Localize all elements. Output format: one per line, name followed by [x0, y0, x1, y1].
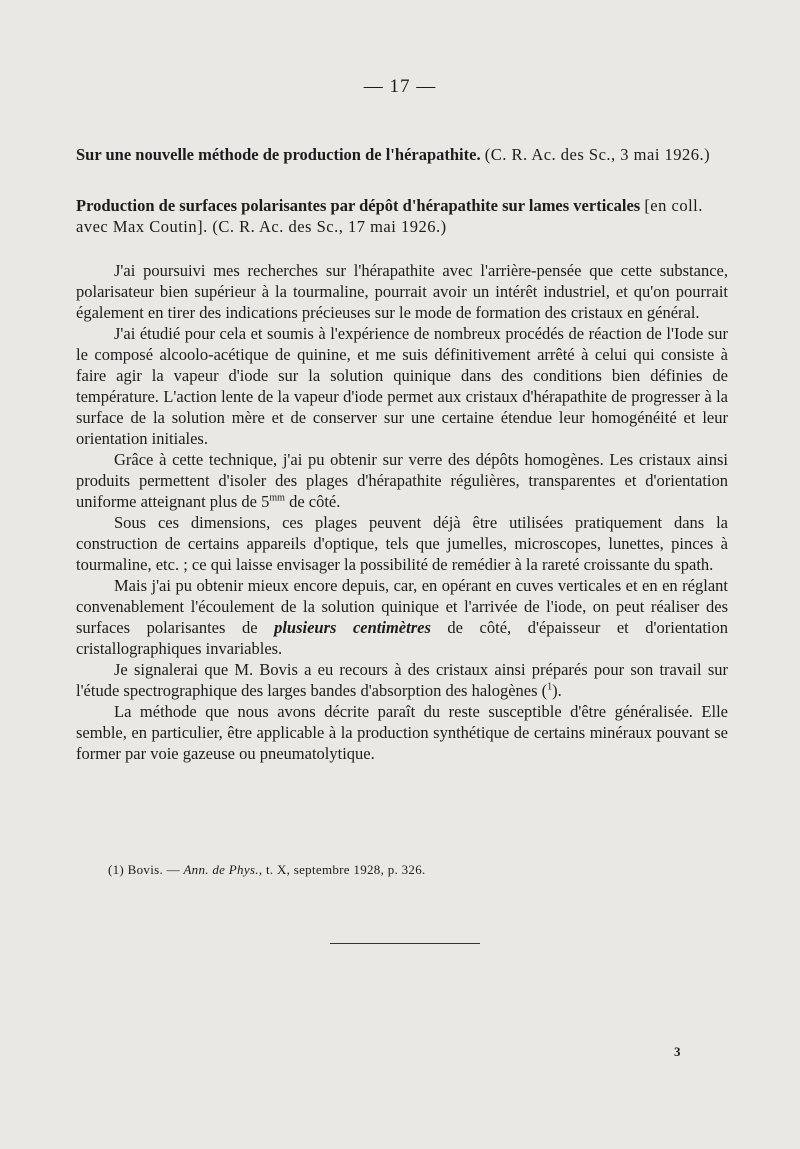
- paragraph: [76, 449, 728, 512]
- entry-title: Production de surfaces polarisantes par dépôt d'hérapathite sur lames verticales: [76, 196, 641, 215]
- paragraph-text: de côté.: [284, 492, 341, 511]
- emphasized-text: plusieurs centimètres: [274, 618, 431, 637]
- paragraph-text: Grâce à cette technique, j'ai pu obtenir sur verre des dépôts homogènes. Les cristaux ainsi produits permettent d'isoler des plages d'hérapathite régulières, transparentes et d'orientation uniforme atteignant plus de 5: [76, 450, 728, 511]
- paragraph-text: de côté, d'épaisseur et d'orientation cristallographiques invariables.: [76, 618, 729, 658]
- footnote: [108, 862, 426, 878]
- paragraph: Sous ces dimensions, ces plages peuvent déjà être utilisées pratiquement dans la construction de certains appareils d'optique, tels que jumelles, microscopes, lunettes, pinces à tourmaline, etc. ; ce qui laisse envisager la possibilité de remédier à la rareté croissante du spath.: [76, 513, 728, 574]
- entry-citation: [en coll. avec Max Coutin]. (C. R. Ac. des Sc., 17 mai 1926.): [76, 196, 703, 236]
- publication-entry: [76, 144, 728, 165]
- signature-mark: 3: [674, 1044, 681, 1059]
- paragraph: [76, 659, 728, 701]
- unit-superscript: mm: [269, 492, 285, 504]
- paragraph: [76, 575, 728, 659]
- page-number: — 17 —: [363, 76, 437, 97]
- footnote-journal: Ann. de Phys.,: [183, 862, 263, 877]
- paragraph: La méthode que nous avons décrite paraît du reste susceptible d'être généralisée. Elle semble, en particulier, être applicable à la production synthétique de certains minéraux pouvant se former par voie gazeuse ou pneumatolytique.: [76, 702, 728, 763]
- paragraph-text: Mais j'ai pu obtenir mieux encore depuis, car, en opérant en cuves verticales et en en réglant convenablement l'écoulement de la solution quinique et l'arrivée de l'iode, on peut réaliser des surfaces polarisantes de: [76, 576, 728, 637]
- paragraph: J'ai poursuivi mes recherches sur l'hérapathite avec l'arrière-pensée que cette substance, polarisateur bien supérieur à la tourmaline, pourrait avoir un intérêt industriel, et qu'on pourrait également en tirer des indications précieuses sur le mode de formation des cristaux en général.: [76, 261, 728, 322]
- body-text: [76, 260, 728, 764]
- footnote-marker: (1): [108, 862, 125, 877]
- footnote-author: Bovis. —: [127, 862, 180, 877]
- entry-citation: (C. R. Ac. des Sc., 3 mai 1926.): [484, 145, 711, 164]
- footnote-rest: t. X, septembre 1928, p. 326.: [265, 862, 426, 877]
- entry-title: Sur une nouvelle méthode de production de l'hérapathite.: [76, 145, 481, 164]
- paragraph-text: Je signalerai que M. Bovis a eu recours à des cristaux ainsi préparés pour son travail sur l'étude spectrographique des larges bandes d'absorption des halogènes (: [76, 660, 728, 700]
- publication-entry: [76, 195, 728, 237]
- paragraph: J'ai étudié pour cela et soumis à l'expérience de nombreux procédés de réaction de l'Iode sur le composé alcoolo-acétique de quinine, et me suis définitivement arrêté à celui qui consiste à faire agir la vapeur d'iode sur la solution quinique dans des conditions bien définies de température. L'action lente de la vapeur d'iode permet aux cristaux d'hérapathite de progresser à la surface de la solution mère et de conserver sur une certaine étendue leur homogénéité et leur orientation initiales.: [76, 324, 728, 448]
- section-divider: [330, 943, 480, 944]
- paragraph-text: ).: [552, 681, 562, 700]
- footnote-ref: 1: [547, 681, 553, 693]
